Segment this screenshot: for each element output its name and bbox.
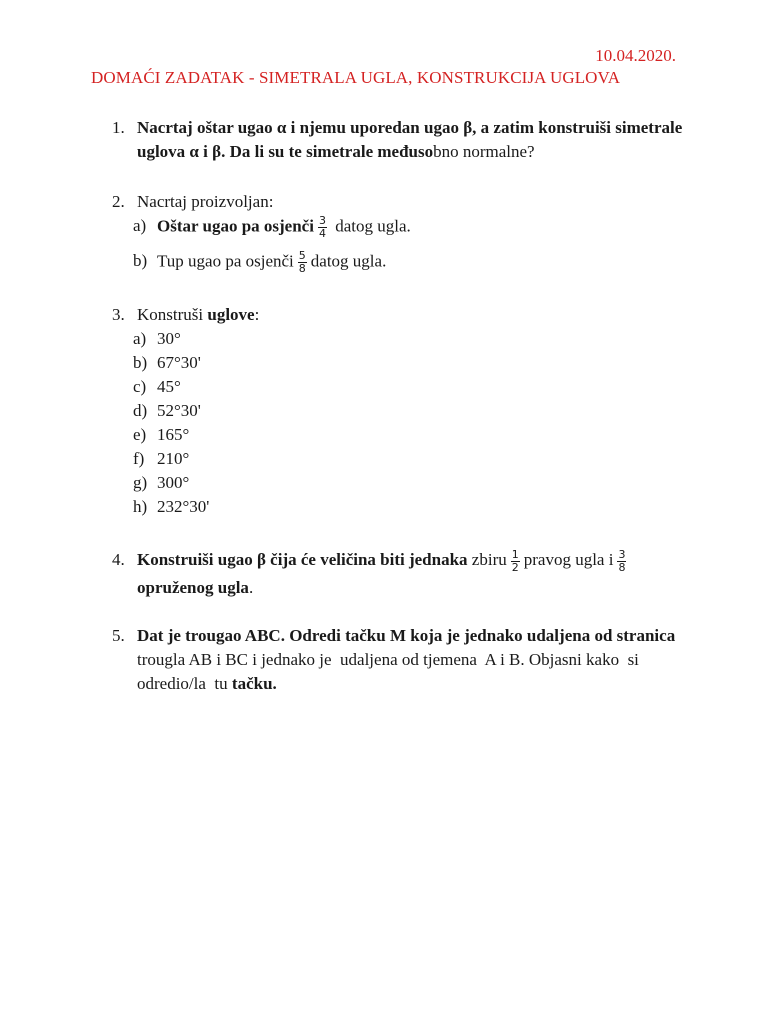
fraction	[318, 215, 327, 240]
task-4-line-2-end: .	[248, 577, 254, 597]
task-4-mid: pravog ugla i	[523, 550, 614, 569]
subitem-letter: a)	[133, 329, 147, 348]
task-3-subitem	[133, 353, 201, 373]
task-2	[112, 190, 273, 214]
task-number: 2.	[112, 192, 125, 211]
task-4	[112, 548, 630, 600]
task-5-line-1: Dat je trougao ABC. Odredi tačku M koja je jednako udaljena od stranica	[137, 626, 676, 645]
subitem-letter: e)	[133, 425, 147, 444]
task-2-intro: Nacrtaj proizvoljan:	[137, 192, 274, 211]
subitem-letter: b)	[133, 251, 148, 271]
task-4-bold: Konstruiši ugao β čija će veličina biti jednaka	[137, 550, 468, 569]
task-3-subitem	[133, 449, 189, 469]
page-title	[91, 68, 620, 88]
task-3-intro-end: :	[254, 305, 260, 324]
task-3-subitem	[133, 329, 181, 349]
fraction-numerator: 5	[298, 249, 306, 262]
angle-value: 210°	[157, 449, 190, 468]
subitem-letter: g)	[133, 473, 148, 492]
fraction-numerator: 3	[318, 214, 326, 227]
fraction-denominator: 2	[511, 560, 519, 574]
task-3-subitem	[133, 497, 209, 517]
task-3-subitem	[133, 377, 181, 397]
task-2-subitem-b	[133, 250, 386, 275]
task-number: 1.	[112, 118, 125, 137]
task-3-subitem	[133, 401, 201, 421]
task-5-line-2: trougla AB i BC i jednako je udaljena od tjemena A i B. Objasni kako si	[137, 650, 639, 669]
fraction-denominator: 4	[318, 227, 326, 240]
task-3-subitem	[133, 473, 189, 493]
title-rest: - SIMETRALA UGLA, KONSTRUKCIJA UGLOVA	[244, 68, 621, 87]
angle-value: 232°30'	[157, 497, 210, 516]
fraction	[511, 549, 520, 574]
task-1-line-2-rest: bno normalne?	[433, 142, 535, 161]
angle-value: 30°	[157, 329, 181, 348]
task-1-line-1: Nacrtaj oštar ugao α i njemu uporedan ugao β, a zatim konstruiši simetrale	[137, 118, 683, 137]
angle-value: 67°30'	[157, 353, 201, 372]
task-number: 5.	[112, 626, 125, 645]
task-3-intro-bold: uglove	[207, 305, 255, 324]
task-5-line-3-bold: tačku.	[231, 674, 277, 693]
angle-value: 45°	[157, 377, 181, 396]
task-3-intro: Konstruši	[137, 305, 208, 324]
fraction-denominator: 8	[618, 560, 626, 574]
subitem-text-after: datog ugla.	[310, 251, 387, 271]
task-5-line-3: odredio/la tu	[137, 674, 232, 693]
fraction-numerator: 3	[618, 547, 626, 561]
task-2-subitem-a	[133, 215, 411, 240]
task-1-line-2-bold: uglova α i β. Da li su te simetrale međuso	[137, 142, 434, 161]
subitem-letter: b)	[133, 353, 148, 372]
task-4-line-2: opruženog ugla	[137, 577, 249, 597]
subitem-text-after: datog ugla.	[335, 216, 411, 236]
subitem-letter: c)	[133, 377, 147, 396]
task-number: 3.	[112, 305, 125, 324]
subitem-letter: f)	[133, 449, 145, 468]
fraction	[617, 549, 626, 574]
subitem-letter: d)	[133, 401, 148, 420]
task-4-plain: zbiru	[467, 550, 507, 569]
task-number: 4.	[112, 550, 125, 569]
task-5	[112, 624, 675, 696]
angle-value: 165°	[157, 425, 190, 444]
title-prefix: DOMAĆI ZADATAK	[91, 68, 245, 87]
fraction-numerator: 1	[511, 547, 519, 561]
subitem-letter: h)	[133, 497, 148, 516]
task-1	[112, 116, 682, 164]
task-3	[112, 303, 259, 327]
fraction-denominator: 8	[298, 262, 306, 275]
subitem-text: Oštar ugao pa osjenči	[157, 216, 314, 236]
task-3-subitem	[133, 425, 189, 445]
angle-value: 52°30'	[157, 401, 201, 420]
date-label: 10.04.2020.	[595, 46, 676, 65]
subitem-text: Tup ugao pa osjenči	[157, 251, 294, 271]
angle-value: 300°	[157, 473, 190, 492]
fraction	[298, 250, 307, 275]
subitem-letter: a)	[133, 216, 147, 236]
